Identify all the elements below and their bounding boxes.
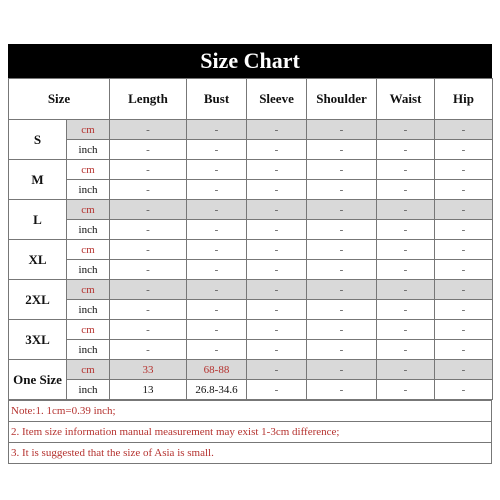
table-row — [9, 280, 493, 300]
unit-label: cm — [67, 240, 110, 260]
unit-label: inch — [67, 380, 110, 400]
size-value-cell: - — [377, 220, 435, 240]
size-value-cell: - — [435, 140, 493, 160]
size-value-cell: - — [307, 280, 377, 300]
size-value-cell: - — [435, 380, 493, 400]
size-value-cell: - — [435, 240, 493, 260]
size-value-cell: - — [435, 300, 493, 320]
header-size: Size — [9, 79, 110, 120]
size-value-cell: - — [247, 160, 307, 180]
notes — [8, 400, 492, 464]
size-value-cell: - — [377, 340, 435, 360]
table-row — [9, 320, 493, 340]
size-value-cell: - — [435, 280, 493, 300]
table-row — [9, 300, 493, 320]
size-value-cell: - — [247, 360, 307, 380]
table-row — [9, 360, 493, 380]
size-value-cell: - — [307, 240, 377, 260]
header-length: Length — [110, 79, 187, 120]
size-value-cell: - — [435, 160, 493, 180]
size-value-cell: - — [247, 220, 307, 240]
unit-label: inch — [67, 300, 110, 320]
size-value-cell: - — [435, 360, 493, 380]
table-body — [9, 120, 493, 400]
unit-label: cm — [67, 200, 110, 220]
header-hip: Hip — [435, 79, 493, 120]
unit-label: cm — [67, 160, 110, 180]
size-value-cell: - — [187, 160, 247, 180]
size-value-cell: - — [187, 300, 247, 320]
size-value-cell: - — [187, 280, 247, 300]
size-value-cell: - — [247, 260, 307, 280]
size-value-cell: 26.8-34.6 — [187, 380, 247, 400]
size-value-cell: - — [377, 120, 435, 140]
size-label: 2XL — [9, 280, 67, 320]
table-row — [9, 240, 493, 260]
size-value-cell: - — [307, 120, 377, 140]
size-value-cell: - — [435, 180, 493, 200]
size-value-cell: - — [110, 140, 187, 160]
header-shoulder: Shoulder — [307, 79, 377, 120]
unit-label: cm — [67, 280, 110, 300]
size-value-cell: - — [110, 120, 187, 140]
note-3: 3. It is suggested that the size of Asia is small. — [8, 443, 492, 464]
table-row — [9, 200, 493, 220]
size-value-cell: - — [377, 200, 435, 220]
size-value-cell: - — [377, 300, 435, 320]
size-value-cell: - — [307, 320, 377, 340]
unit-label: inch — [67, 260, 110, 280]
note-1: Note:1. 1cm=0.39 inch; — [8, 400, 492, 422]
size-value-cell: - — [377, 180, 435, 200]
size-value-cell: 68-88 — [187, 360, 247, 380]
unit-label: inch — [67, 180, 110, 200]
size-label: S — [9, 120, 67, 160]
size-value-cell: - — [247, 140, 307, 160]
unit-label: cm — [67, 360, 110, 380]
size-value-cell: - — [187, 240, 247, 260]
table-row — [9, 120, 493, 140]
size-value-cell: - — [435, 120, 493, 140]
header-row — [9, 79, 493, 120]
size-value-cell: - — [377, 260, 435, 280]
size-chart — [8, 44, 492, 464]
size-value-cell: - — [187, 200, 247, 220]
size-value-cell: - — [435, 340, 493, 360]
size-value-cell: - — [377, 280, 435, 300]
size-value-cell: - — [110, 320, 187, 340]
size-value-cell: - — [435, 260, 493, 280]
size-value-cell: - — [187, 180, 247, 200]
size-value-cell: - — [377, 140, 435, 160]
header-sleeve: Sleeve — [247, 79, 307, 120]
size-label: XL — [9, 240, 67, 280]
size-value-cell: - — [307, 360, 377, 380]
size-value-cell: - — [247, 200, 307, 220]
size-value-cell: - — [377, 160, 435, 180]
size-value-cell: - — [247, 180, 307, 200]
size-value-cell: - — [110, 240, 187, 260]
size-value-cell: - — [307, 220, 377, 240]
note-2: 2. Item size information manual measurement may exist 1-3cm difference; — [8, 422, 492, 443]
size-value-cell: - — [247, 280, 307, 300]
size-value-cell: - — [187, 260, 247, 280]
size-value-cell: - — [110, 220, 187, 240]
size-label: One Size — [9, 360, 67, 400]
header-bust: Bust — [187, 79, 247, 120]
unit-label: inch — [67, 140, 110, 160]
size-value-cell: - — [307, 180, 377, 200]
size-value-cell: - — [187, 320, 247, 340]
size-value-cell: - — [110, 160, 187, 180]
size-value-cell: - — [307, 300, 377, 320]
size-value-cell: - — [187, 140, 247, 160]
table-row — [9, 340, 493, 360]
size-value-cell: - — [307, 380, 377, 400]
size-value-cell: - — [247, 340, 307, 360]
size-value-cell: - — [110, 200, 187, 220]
unit-label: inch — [67, 340, 110, 360]
size-value-cell: - — [247, 120, 307, 140]
size-value-cell: - — [110, 300, 187, 320]
unit-label: cm — [67, 120, 110, 140]
unit-label: cm — [67, 320, 110, 340]
table-row — [9, 260, 493, 280]
chart-title: Size Chart — [8, 44, 492, 78]
size-label: L — [9, 200, 67, 240]
size-value-cell: - — [110, 340, 187, 360]
size-value-cell: 33 — [110, 360, 187, 380]
size-value-cell: - — [110, 180, 187, 200]
size-value-cell: - — [377, 380, 435, 400]
size-value-cell: - — [307, 160, 377, 180]
unit-label: inch — [67, 220, 110, 240]
size-value-cell: - — [110, 280, 187, 300]
size-value-cell: - — [435, 320, 493, 340]
size-label: M — [9, 160, 67, 200]
size-value-cell: - — [307, 140, 377, 160]
size-value-cell: - — [435, 200, 493, 220]
table-row — [9, 380, 493, 400]
size-value-cell: - — [307, 200, 377, 220]
size-value-cell: - — [377, 240, 435, 260]
size-value-cell: - — [307, 340, 377, 360]
size-value-cell: - — [247, 320, 307, 340]
size-value-cell: - — [435, 220, 493, 240]
table-row — [9, 140, 493, 160]
size-value-cell: - — [377, 360, 435, 380]
size-value-cell: - — [187, 220, 247, 240]
size-table — [8, 78, 493, 400]
size-value-cell: - — [187, 340, 247, 360]
table-row — [9, 180, 493, 200]
size-value-cell: 13 — [110, 380, 187, 400]
table-row — [9, 220, 493, 240]
size-value-cell: - — [110, 260, 187, 280]
size-value-cell: - — [247, 240, 307, 260]
header-waist: Waist — [377, 79, 435, 120]
size-label: 3XL — [9, 320, 67, 360]
table-row — [9, 160, 493, 180]
size-value-cell: - — [187, 120, 247, 140]
size-value-cell: - — [247, 300, 307, 320]
size-value-cell: - — [377, 320, 435, 340]
size-value-cell: - — [307, 260, 377, 280]
size-value-cell: - — [247, 380, 307, 400]
